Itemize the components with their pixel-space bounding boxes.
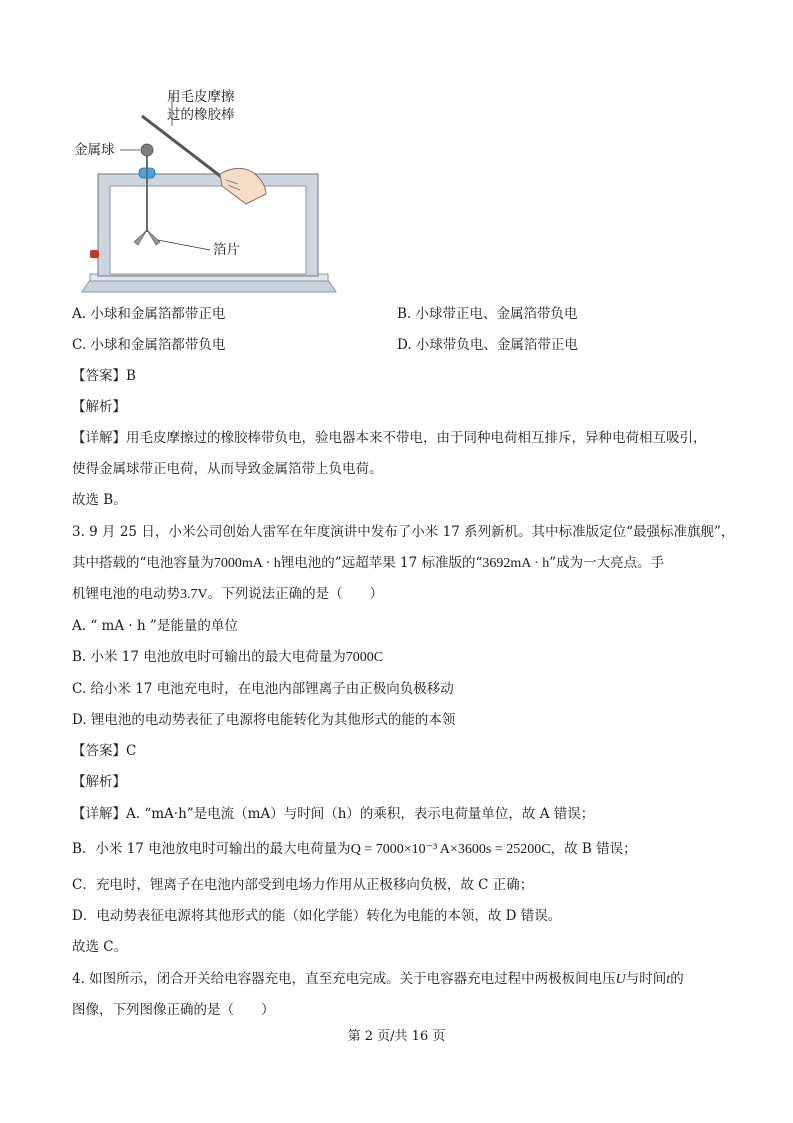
q3-option-b-text: B. 小米 17 电池放电时可输出的最大电荷量为 [72,649,346,665]
page-footer: 第 2 页/共 16 页 [347,1029,446,1044]
q3-stem-2b: 锂电池的”远超苹果 17 标准版的“ [280,555,483,571]
q3-detail-b [72,839,637,860]
q3-detail-d: D．电动势表征电源将其他形式的能（如化学能）转化为电能的本领，故 D 错误。 [72,908,562,924]
q2-conclusion: 故选 B。 [72,492,127,508]
q3-stem-2a: 其中搭载的“电池容量为 [72,555,214,571]
q3-option-b-value: 7000C [345,650,384,665]
q4-voltage-symbol: U [615,972,626,987]
q2-answer: 【答案】B [72,368,136,384]
q3-option-b [72,647,383,668]
ball-label: 金属球 [74,142,115,158]
q3-conclusion: 故选 C。 [72,939,128,955]
q3-stem-line-3 [72,584,383,605]
q3-option-d: D. 锂电池的电动势表征了电源将电能转化为其他形式的能的本领 [72,712,456,728]
q3-emf-value: 3.7V [180,587,208,602]
q3-option-c: C. 给小米 17 电池充电时，在电池内部锂离子由正极向负极移动 [72,681,454,697]
q3-detail-c: C．充电时，锂离子在电池内部受到电场力作用从正极移向负极，故 C 正确； [72,877,534,893]
q2-option-a: A. 小球和金属箔都带正电 [72,306,226,322]
q2-option-c: C. 小球和金属箔都带负电 [72,337,226,353]
q3-stem-3b: 。下列说法正确的是（ ） [207,586,384,602]
q3-stem-line-1: 3. 9 月 25 日，小米公司创始人雷军在年度演讲中发布了小米 17 系列新机。其中标准版定位“最强标准旗舰”， [72,524,735,540]
q4-stem-1b: 与时间 [625,971,667,987]
q3-option-a: A. “ mA · h ”是能量的单位 [72,618,238,634]
q4-stem-1a: 4. 如图所示，闭合开关给电容器充电，直至充电完成。关于电容器充电过程中两极板间电压 [72,971,616,987]
rod-label-line-1: 用毛皮摩擦 [167,89,235,105]
q4-stem-1c: 的 [670,971,684,987]
q3-stem-3a: 机锂电池的电动势 [72,586,180,602]
q3-detail-b-end: ，故 B 错误； [550,841,637,857]
foil-label: 箔片 [213,242,240,258]
q3-stem-line-2 [72,553,664,574]
q3-analysis-heading: 【解析】 [72,774,126,790]
q2-detail-line-2: 使得金属球带正电荷，从而导致金属箔带上负电荷。 [72,461,383,477]
q3-answer: 【答案】C [72,743,137,759]
q2-option-b: B. 小球带正电、金属箔带负电 [397,306,578,322]
q2-detail-line-1: 【详解】用毛皮摩擦过的橡胶棒带负电，验电器本来不带电，由于同种电荷相互排斥，异种电荷相互吸引， [72,430,707,446]
q3-charge-equation: Q = 7000×10⁻³ A×3600s = 25200C [350,842,551,857]
q2-option-d: D. 小球带负电、金属箔带正电 [397,337,578,353]
q3-capacity-xiaomi: 7000mA · h [213,556,281,571]
q3-capacity-apple: 3692mA · h [482,556,550,571]
q2-analysis-heading: 【解析】 [72,399,126,415]
q3-detail-a: 【详解】A. “mA·h”是电流（mA）与时间（h）的乘积，表示电荷量单位，故 A 错误； [72,806,595,822]
q3-stem-2c: ”成为一大亮点。手 [549,555,665,571]
q4-time-symbol: t [666,972,671,987]
q3-detail-b-text: B．小米 17 电池放电时可输出的最大电荷量为 [72,841,351,857]
q4-stem-line-1 [72,969,684,990]
rod-label-line-2: 过的橡胶棒 [167,107,235,123]
q4-stem-line-2: 图像，下列图像正确的是（ ） [72,1002,275,1018]
